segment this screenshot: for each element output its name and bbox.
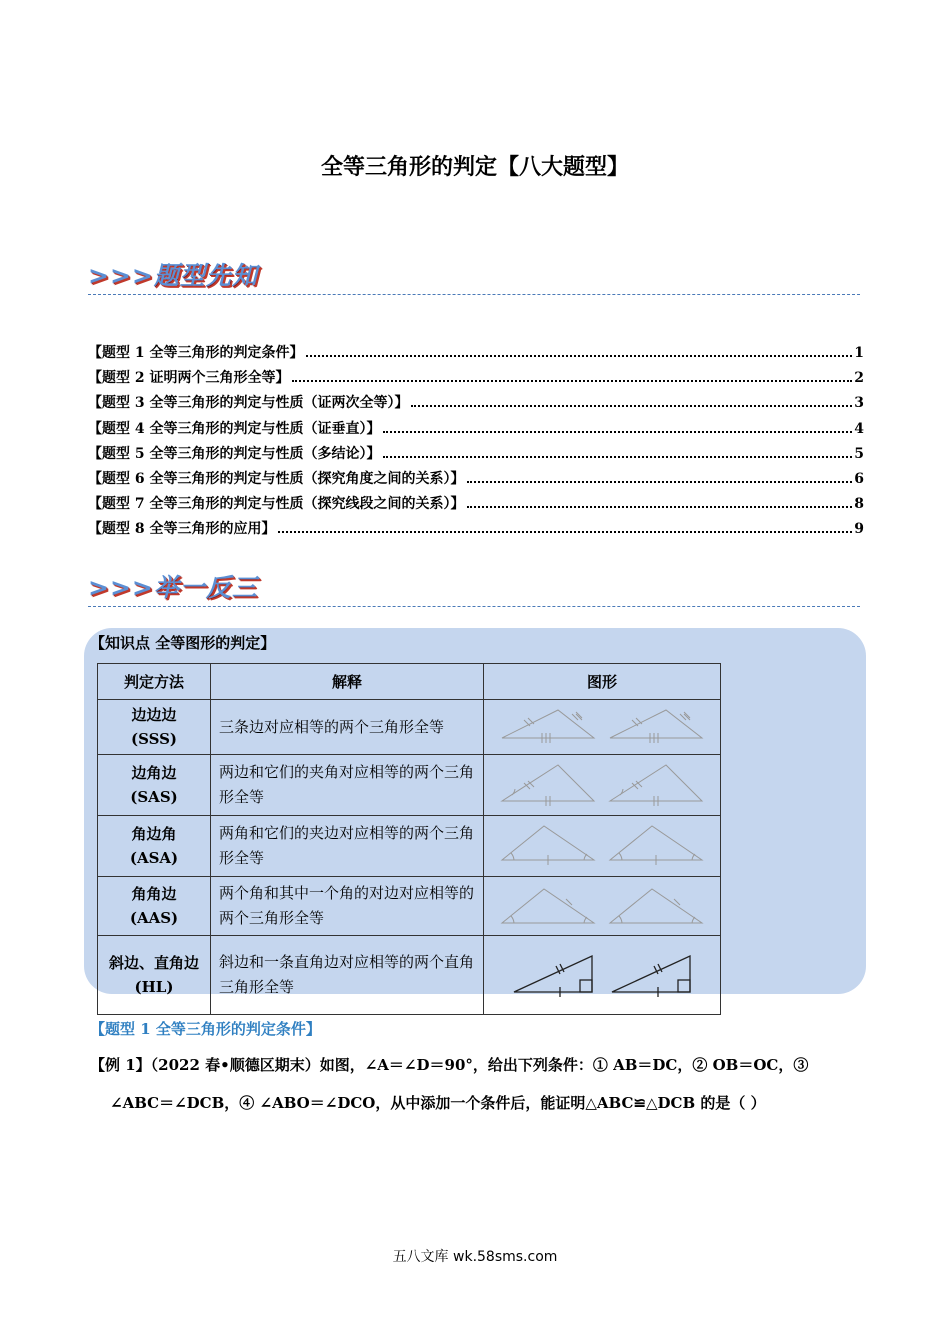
hl-triangles-figure <box>484 936 720 1010</box>
dashed-divider <box>88 606 860 607</box>
figure-cell <box>484 877 721 936</box>
figure-cell <box>484 936 721 1015</box>
sas-triangles-figure <box>484 755 720 811</box>
section-banner-examples <box>88 568 860 608</box>
sss-triangles-figure <box>484 700 720 750</box>
table-header-row <box>98 664 721 700</box>
column-header: 解释 <box>211 664 484 700</box>
toc-item[interactable]: 【题型 2 证明两个三角形全等】 2 <box>88 370 864 387</box>
table-row <box>98 877 721 936</box>
footer-watermark: 五八文库 wk.58sms.com <box>392 1249 558 1265</box>
explain-cell: 两个角和其中一个角的对边对应相等的两个三角形全等 <box>211 877 484 936</box>
figure-cell <box>484 816 721 877</box>
method-cell: 角边角 (ASA) <box>98 816 211 877</box>
table-row <box>98 755 721 816</box>
method-cell: 边角边 (SAS) <box>98 755 211 816</box>
banner-text: >>>题型先知 <box>88 261 258 290</box>
page-title: 全等三角形的判定【八大题型】 <box>320 155 629 180</box>
example-question <box>90 1046 866 1122</box>
table-row <box>98 700 721 755</box>
column-header: 图形 <box>484 664 721 700</box>
toc-item[interactable]: 【题型 3 全等三角形的判定与性质（证两次全等）】 3 <box>88 395 864 412</box>
dashed-divider <box>88 294 860 295</box>
section-banner-preview <box>88 256 860 296</box>
column-header: 判定方法 <box>98 664 211 700</box>
figure-cell <box>484 755 721 816</box>
table-row <box>98 936 721 1015</box>
table-row <box>98 816 721 877</box>
question-type-heading: 【题型 1 全等三角形的判定条件】 <box>90 1020 321 1038</box>
asa-triangles-figure <box>484 816 720 872</box>
toc-item[interactable]: 【题型 6 全等三角形的判定与性质（探究角度之间的关系）】 6 <box>88 470 864 487</box>
explain-cell: 三条边对应相等的两个三角形全等 <box>211 700 484 755</box>
toc-item[interactable]: 【题型 1 全等三角形的判定条件】 1 <box>88 345 864 361</box>
example-line: ∠ABC＝∠DCB，④ ∠ABO＝∠DCO，从中添加一个条件后，能证明△ABC≌△DCB 的是（ ） <box>110 1094 766 1112</box>
method-cell: 边边边 (SSS) <box>98 700 211 755</box>
explain-cell: 两边和它们的夹角对应相等的两个三角形全等 <box>211 755 484 816</box>
table-of-contents <box>88 342 864 544</box>
method-cell: 斜边、直角边 (HL) <box>98 936 211 1015</box>
aas-triangles-figure <box>484 877 720 931</box>
knowledge-heading: 【知识点 全等图形的判定】 <box>90 634 276 652</box>
example-line: 【例 1】（2022 春•顺德区期末）如图，∠A＝∠D＝90°，给出下列条件：① AB＝DC，② OB＝OC，③ <box>90 1056 809 1074</box>
toc-item[interactable]: 【题型 7 全等三角形的判定与性质（探究线段之间的关系）】 8 <box>88 496 864 513</box>
explain-cell: 两角和它们的夹边对应相等的两个三角形全等 <box>211 816 484 877</box>
method-cell: 角角边 (AAS) <box>98 877 211 936</box>
toc-item[interactable]: 【题型 4 全等三角形的判定与性质（证垂直）】 4 <box>88 420 864 437</box>
explain-cell: 斜边和一条直角边对应相等的两个直角三角形全等 <box>211 936 484 1015</box>
toc-item[interactable]: 【题型 8 全等三角形的应用】 9 <box>88 521 864 538</box>
criteria-table <box>97 663 721 1015</box>
banner-text: >>>举一反三 <box>88 573 258 602</box>
figure-cell <box>484 700 721 755</box>
toc-item[interactable]: 【题型 5 全等三角形的判定与性质（多结论）】 5 <box>88 445 864 462</box>
